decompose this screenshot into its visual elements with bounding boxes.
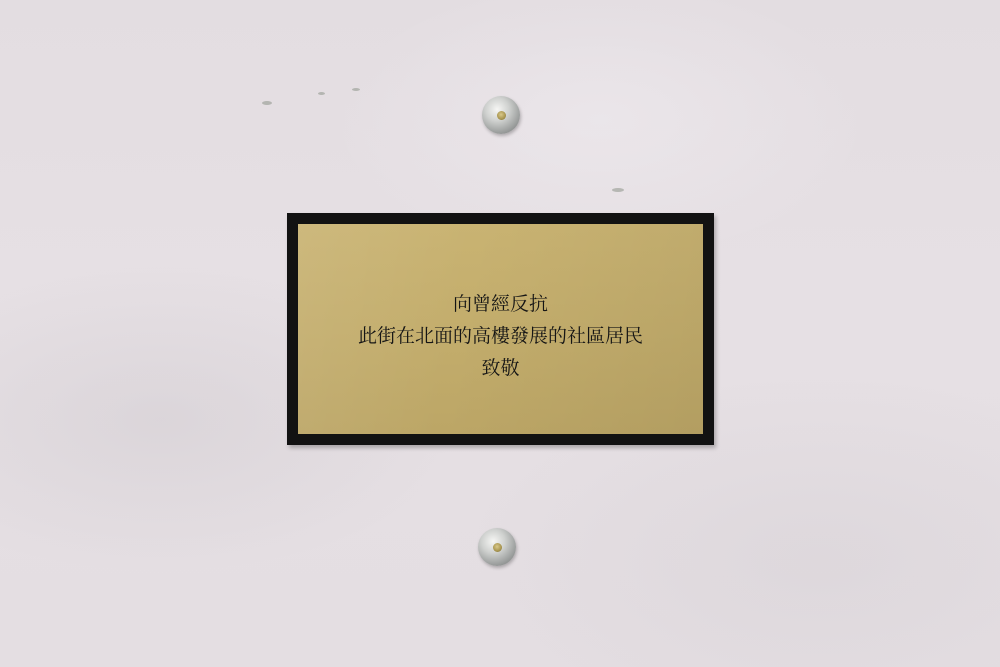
wall-stain (318, 92, 325, 95)
inscription-line-2: 此街在北面的高樓發展的社區居民 (357, 325, 643, 347)
memorial-plaque (287, 213, 714, 445)
wall-stain (262, 101, 272, 105)
screw-head-icon (493, 543, 502, 552)
wall-stain (352, 88, 360, 91)
bottom-screw (478, 528, 516, 566)
wall-stain (612, 188, 624, 192)
brass-plate (298, 224, 703, 434)
plaque-inscription (298, 288, 703, 384)
inscription-line-3: 致敬 (481, 357, 520, 379)
top-screw (482, 96, 520, 134)
inscription-line-1: 向曾經反抗 (452, 293, 548, 315)
screw-head-icon (497, 111, 506, 120)
